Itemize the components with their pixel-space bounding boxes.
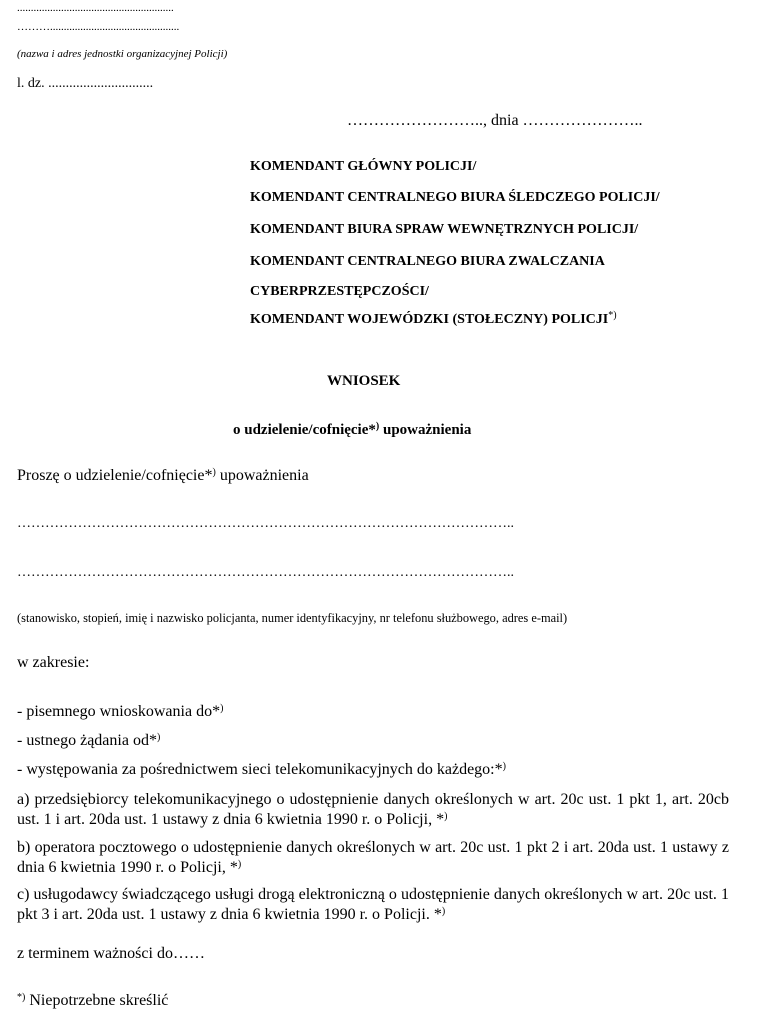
scope-label: w zakresie: [17, 654, 90, 671]
unit-dotted-line-2: ………............................................... [17, 21, 180, 33]
subtitle-part: upoważnienia [379, 422, 472, 438]
subtitle-part: o udzielenie/cofnięcie* [233, 422, 376, 438]
scope-footnote-marker: ) [220, 703, 224, 714]
addressee-footnote-marker: *) [608, 310, 617, 321]
validity-line: z terminem ważności do…… [17, 945, 205, 962]
addressee-line: CYBERPRZESTĘPCZOŚCI/ [250, 284, 429, 299]
scope-paragraph-b [17, 838, 729, 878]
request-part: upoważnienia [215, 467, 309, 484]
document-subtitle [233, 422, 471, 439]
request-part: Proszę o udzielenie/cofnięcie* [17, 467, 213, 484]
scope-footnote-marker: ) [156, 732, 161, 743]
scope-item-text: - występowania za pośrednictwem sieci telekomunikacyjnych do każdego:* [17, 761, 503, 778]
addressee-line: KOMENDANT CENTRALNEGO BIURA ŚLEDCZEGO POLICJI/ [250, 190, 660, 205]
paragraph-text: a) przedsiębiorcy telekomunikacyjnego o udostępnienie danych określonych w art. 20c ust. 1 pkt 1, art. 20cb ust. 1 i art. 20da ust. 1 ustawy z dnia 6 kwietnia 1990 r. o Policji, * [17, 791, 729, 828]
addressee-line: KOMENDANT GŁÓWNY POLICJI/ [250, 159, 477, 174]
unit-dotted-line-1: ......................................................... [17, 2, 174, 14]
place-date-line: …………………….., dnia ………………….. [347, 112, 643, 129]
scope-paragraph-a [17, 790, 729, 830]
scope-item [17, 761, 506, 779]
footnote-text: Niepotrzebne skreślić [25, 992, 169, 1009]
footnote [17, 992, 168, 1010]
reference-number: l. dz. .............................. [17, 76, 154, 91]
paragraph-footnote-marker: ) [444, 811, 448, 822]
document-title: WNIOSEK [327, 373, 401, 389]
scope-item [17, 703, 223, 721]
addressee-line: KOMENDANT BIURA SPRAW WEWNĘTRZNYCH POLICJI/ [250, 222, 639, 237]
officer-caption: (stanowisko, stopień, imię i nazwisko policjanta, numer identyfikacyjny, nr telefonu służbowego, adres e-mail) [17, 611, 568, 625]
paragraph-text: c) usługodawcy świadczącego usługi drogą elektroniczną o udostępnienie danych określonych w art. 20c ust. 1 pkt 3 i art. 20da ust. 1 ustawy z dnia 6 kwietnia 1990 r. o Policji. * [17, 886, 729, 923]
paragraph-footnote-marker: ) [237, 859, 242, 870]
request-footnote-marker: ) [212, 467, 216, 478]
request-sentence [17, 467, 309, 485]
scope-paragraph-c [17, 885, 729, 925]
scope-item-text: - ustnego żądania od* [17, 732, 157, 749]
unit-caption: (nazwa i adres jednostki organizacyjnej Policji) [17, 48, 228, 60]
officer-fill-line: …………………………………………………………………………………………….. [17, 516, 514, 531]
footnote-marker: *) [17, 992, 26, 1003]
scope-footnote-marker: ) [502, 761, 506, 772]
paragraph-text: b) operatora pocztowego o udostępnienie danych określonych w art. 20c ust. 1 pkt 2 i art. 20da ust. 1 ustawy z dnia 6 kwietnia 1990 r. o Policji, * [17, 839, 729, 876]
paragraph-footnote-marker: ) [441, 906, 446, 917]
addressee-line: KOMENDANT CENTRALNEGO BIURA ZWALCZANIA [250, 254, 605, 269]
subtitle-footnote-marker: ) [375, 421, 380, 432]
officer-fill-line: …………………………………………………………………………………………….. [17, 565, 514, 580]
scope-item [17, 732, 160, 750]
scope-item-text: - pisemnego wnioskowania do* [17, 703, 221, 720]
addressee-text: KOMENDANT WOJEWÓDZKI (STOŁECZNY) POLICJI [250, 312, 609, 327]
addressee-line [250, 312, 617, 328]
